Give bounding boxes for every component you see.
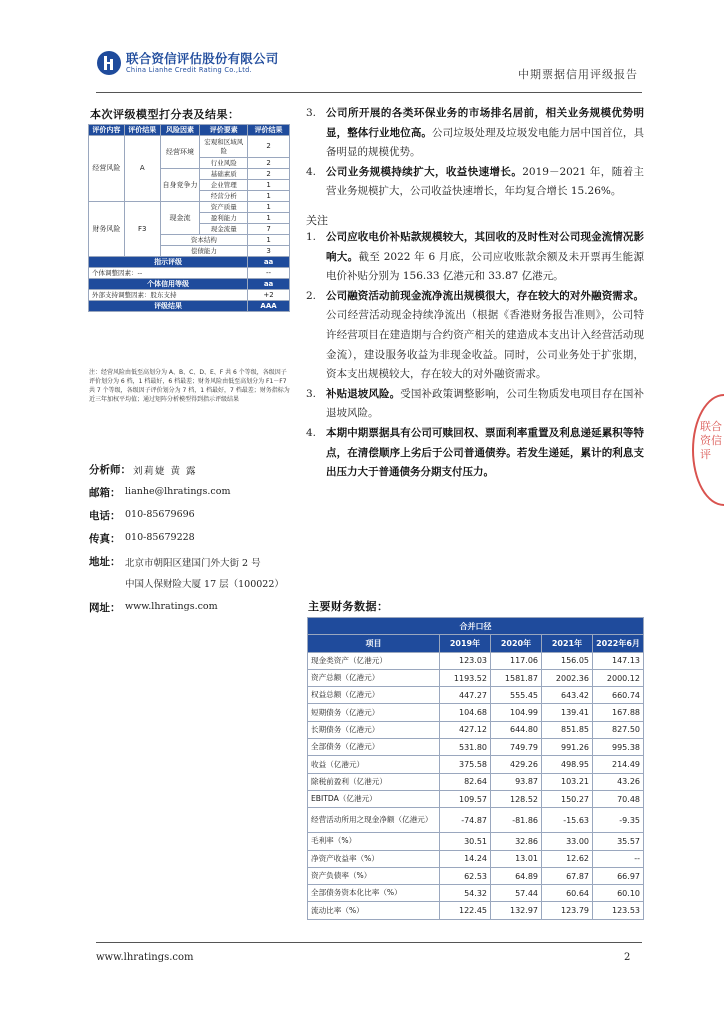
financial-item-label: 经营活动所用之现金净额（亿港元）: [308, 808, 440, 833]
financials-table: [307, 617, 644, 920]
financial-value: 167.88: [593, 704, 644, 721]
financial-value: 62.53: [440, 867, 491, 884]
financial-value: 30.51: [440, 833, 491, 850]
financial-item-label: 资产总额（亿港元）: [308, 669, 440, 686]
table-row: [308, 669, 644, 686]
financials-body: [308, 652, 644, 919]
footer-divider: [96, 942, 642, 943]
company-name-cn: 联合资信评估股份有限公司: [126, 51, 279, 66]
table-row: 财务风险 F3 现金流 资产质量 1: [89, 202, 290, 213]
financial-value: 13.01: [491, 850, 542, 867]
company-name-en: China Lianhe Credit Rating Co.,Ltd.: [126, 66, 253, 74]
financial-item-label: 除税前盈利（亿港元）: [308, 773, 440, 790]
table-row: 现金流量 7: [89, 224, 290, 235]
financial-value: 82.64: [440, 773, 491, 790]
fax-row: 传真： 010-85679228: [89, 532, 195, 545]
financial-value: 1581.87: [491, 669, 542, 686]
concern-item: 3. 补贴退坡风险。受国补政策调整影响，公司生物质发电项目存在国补退坡风险。: [306, 387, 645, 420]
table-row: [308, 790, 644, 807]
financial-value: 12.62: [542, 850, 593, 867]
financials-title: 主要财务数据：: [308, 600, 389, 613]
financial-value: -81.86: [491, 808, 542, 833]
score-note: 注：经营风险由低至高划分为 A、B、C、D、E、F 共 6 个等级，各级因子评价划分为 6 档，1 档最好，6 档最差；财务风险由低至高划分为 F1－F7 共 7 个等级，各级因子评价划分为 7 档，1 档最好，7 档最差；财务指标为近三年加权平均值；通过矩阵分析模型得到指示评级结果: [89, 369, 290, 403]
table-row: 偿债能力 3: [89, 246, 290, 257]
financial-value: 995.38: [593, 739, 644, 756]
financial-item-label: EBITDA（亿港元）: [308, 790, 440, 807]
financial-value: 1193.52: [440, 669, 491, 686]
table-row: [308, 867, 644, 884]
financial-value: 67.87: [542, 867, 593, 884]
financial-value: 32.86: [491, 833, 542, 850]
financial-value: 43.26: [593, 773, 644, 790]
financial-value: --: [593, 850, 644, 867]
analysis-column: [306, 104, 644, 483]
financial-value: 123.53: [593, 902, 644, 919]
financial-value: 132.97: [491, 902, 542, 919]
financial-value: 660.74: [593, 687, 644, 704]
financial-value: 427.12: [440, 721, 491, 738]
financial-item-label: 权益总额（亿港元）: [308, 687, 440, 704]
table-row: 经营风险 A 经营环境 宏观和区域风险 2: [89, 136, 290, 158]
email-row: 邮箱： lianhe@lhratings.com: [89, 486, 231, 499]
page-number: 2: [624, 952, 631, 963]
financial-value: 104.99: [491, 704, 542, 721]
individual-rating-row: 个体信用等级 aa: [89, 279, 290, 290]
financial-value: 104.68: [440, 704, 491, 721]
financial-value: 147.13: [593, 652, 644, 669]
financial-item-label: 长期债务（亿港元）: [308, 721, 440, 738]
financial-item-label: 短期债务（亿港元）: [308, 704, 440, 721]
address-row: 地址： 北京市朝阳区建国门外大街 2 号 中国人保财险大厦 17 层（100022）: [89, 556, 284, 590]
financial-value: 214.49: [593, 756, 644, 773]
financial-value: 60.10: [593, 885, 644, 902]
financial-value: 2000.12: [593, 669, 644, 686]
financial-item-label: 现金类资产（亿港元）: [308, 652, 440, 669]
financials-column-header: 项目 2019年 2020年 2021年 2022年6月: [308, 635, 644, 652]
web-link[interactable]: www.lhratings.com: [125, 601, 218, 612]
concerns-heading: 关注: [306, 213, 328, 227]
strength-item: 4. 公司业务规模持续扩大，收益快速增长。2019－2021 年，随着主营业务规模扩大，公司收益快速增长，年均复合增长 15.26%。: [306, 165, 645, 198]
financial-item-label: 全部债务资本化比率（%）: [308, 885, 440, 902]
table-row: [308, 850, 644, 867]
financial-value: 156.05: [542, 652, 593, 669]
phone-row: 电话： 010-85679696: [89, 509, 195, 522]
financial-value: 447.27: [440, 687, 491, 704]
page-header: [96, 46, 642, 94]
financial-value: 33.00: [542, 833, 593, 850]
financials-group-header: 合并口径: [308, 618, 644, 635]
financial-value: 749.79: [491, 739, 542, 756]
concern-item: 1. 公司应收电价补贴款规模较大，其回收的及时性对公司现金流情况影响大。截至 2022 年 6 月底，公司应收账款余额及未开票再生能源电价补贴分别为 156.33 亿港元和 33.87 亿港元。: [306, 230, 644, 283]
table-row: [308, 833, 644, 850]
financial-value: 122.45: [440, 902, 491, 919]
table-row: [308, 902, 644, 919]
financial-value: 644.80: [491, 721, 542, 738]
financial-value: 35.57: [593, 833, 644, 850]
financial-value: 375.58: [440, 756, 491, 773]
table-row: [308, 721, 644, 738]
financial-item-label: 毛利率（%）: [308, 833, 440, 850]
company-logo-icon: [96, 50, 122, 76]
indicator-rating-row: 指示评级 aa: [89, 257, 290, 268]
score-section-title: 本次评级模型打分表及结果：: [90, 108, 240, 121]
financial-value: 139.41: [542, 704, 593, 721]
report-title: 中期票据信用评级报告: [518, 68, 638, 81]
table-row: [308, 704, 644, 721]
table-row: [308, 773, 644, 790]
table-row: [308, 652, 644, 669]
score-table: [88, 124, 290, 312]
financial-item-label: 流动比率（%）: [308, 902, 440, 919]
financial-value: -9.35: [593, 808, 644, 833]
financial-value: 123.03: [440, 652, 491, 669]
financial-value: 555.45: [491, 687, 542, 704]
financial-value: 109.57: [440, 790, 491, 807]
external-support-row: 外部支持调整因素：股东支持 +2: [89, 290, 290, 301]
contact-info: [89, 462, 299, 623]
table-row: 行业风险 2: [89, 158, 290, 169]
table-row: 资本结构 1: [89, 235, 290, 246]
financial-value: 57.44: [491, 885, 542, 902]
footer-url[interactable]: www.lhratings.com: [96, 952, 194, 963]
financial-value: -74.87: [440, 808, 491, 833]
table-row: 盈利能力 1: [89, 213, 290, 224]
individual-adjust-row: 个体调整因素：-- --: [89, 268, 290, 279]
financial-value: 851.85: [542, 721, 593, 738]
table-row: [308, 739, 644, 756]
financial-value: 531.80: [440, 739, 491, 756]
financial-value: 14.24: [440, 850, 491, 867]
financial-value: 150.27: [542, 790, 593, 807]
table-row: 经营分析 1: [89, 191, 290, 202]
financial-value: 991.26: [542, 739, 593, 756]
final-rating-row: 评级结果 AAA: [89, 301, 290, 312]
table-row: 自身竞争力 基础素质 2: [89, 169, 290, 180]
table-row: [308, 756, 644, 773]
email-link[interactable]: lianhe@lhratings.com: [125, 486, 231, 497]
financial-value: 128.52: [491, 790, 542, 807]
analyst-row: 分析师： 刘莉婕 黄 露: [89, 464, 198, 477]
financial-item-label: 净资产收益率（%）: [308, 850, 440, 867]
financial-value: 117.06: [491, 652, 542, 669]
financial-value: 60.64: [542, 885, 593, 902]
financial-value: 827.50: [593, 721, 644, 738]
concern-item: 4. 本期中期票据具有公司可赎回权、票面利率重置及利息递延累积等特点，在清偿顺序上劣后于公司普通债券。若发生递延，累计的利息支出压力大于普通债务分期支付压力。: [306, 426, 644, 479]
strength-item: 3. 公司所开展的各类环保业务的市场排名居前，相关业务规模优势明显，整体行业地位高。公司垃圾处理及垃圾发电能力居中国首位，具备明显的规模优势。: [306, 107, 645, 159]
financial-value: 93.87: [491, 773, 542, 790]
financial-value: 70.48: [593, 790, 644, 807]
score-table-header: 评价内容 评价结果 风险因素 评价要素 评价结果: [89, 125, 290, 136]
table-row: 企业管理 1: [89, 180, 290, 191]
financial-value: 498.95: [542, 756, 593, 773]
financial-value: -15.63: [542, 808, 593, 833]
financial-item-label: 全部债务（亿港元）: [308, 739, 440, 756]
table-row: [308, 687, 644, 704]
seal-text: 联合资信评: [700, 420, 722, 461]
financial-value: 429.26: [491, 756, 542, 773]
financial-value: 643.42: [542, 687, 593, 704]
financial-value: 123.79: [542, 902, 593, 919]
financial-value: 54.32: [440, 885, 491, 902]
table-row: [308, 885, 644, 902]
financial-value: 64.89: [491, 867, 542, 884]
financial-value: 66.97: [593, 867, 644, 884]
concern-item: 2. 公司融资活动前现金流净流出规模很大，存在较大的对外融资需求。公司经营活动现金持续净流出（根据《香港财务报告准则》，公司特许经营项目在建造期与合约资产相关的建造成本支出计入经营活动现金流），建设服务收益为非现金收益。同时，公司业务处于扩张期，资本支出规模较大，存在较大的对外融资需求。: [306, 289, 644, 381]
header-divider: [96, 92, 642, 93]
web-row: 网址： www.lhratings.com: [89, 601, 218, 614]
financial-item-label: 收益（亿港元）: [308, 756, 440, 773]
financial-value: 2002.36: [542, 669, 593, 686]
financial-value: 103.21: [542, 773, 593, 790]
table-row: [308, 808, 644, 833]
financial-item-label: 资产负债率（%）: [308, 867, 440, 884]
